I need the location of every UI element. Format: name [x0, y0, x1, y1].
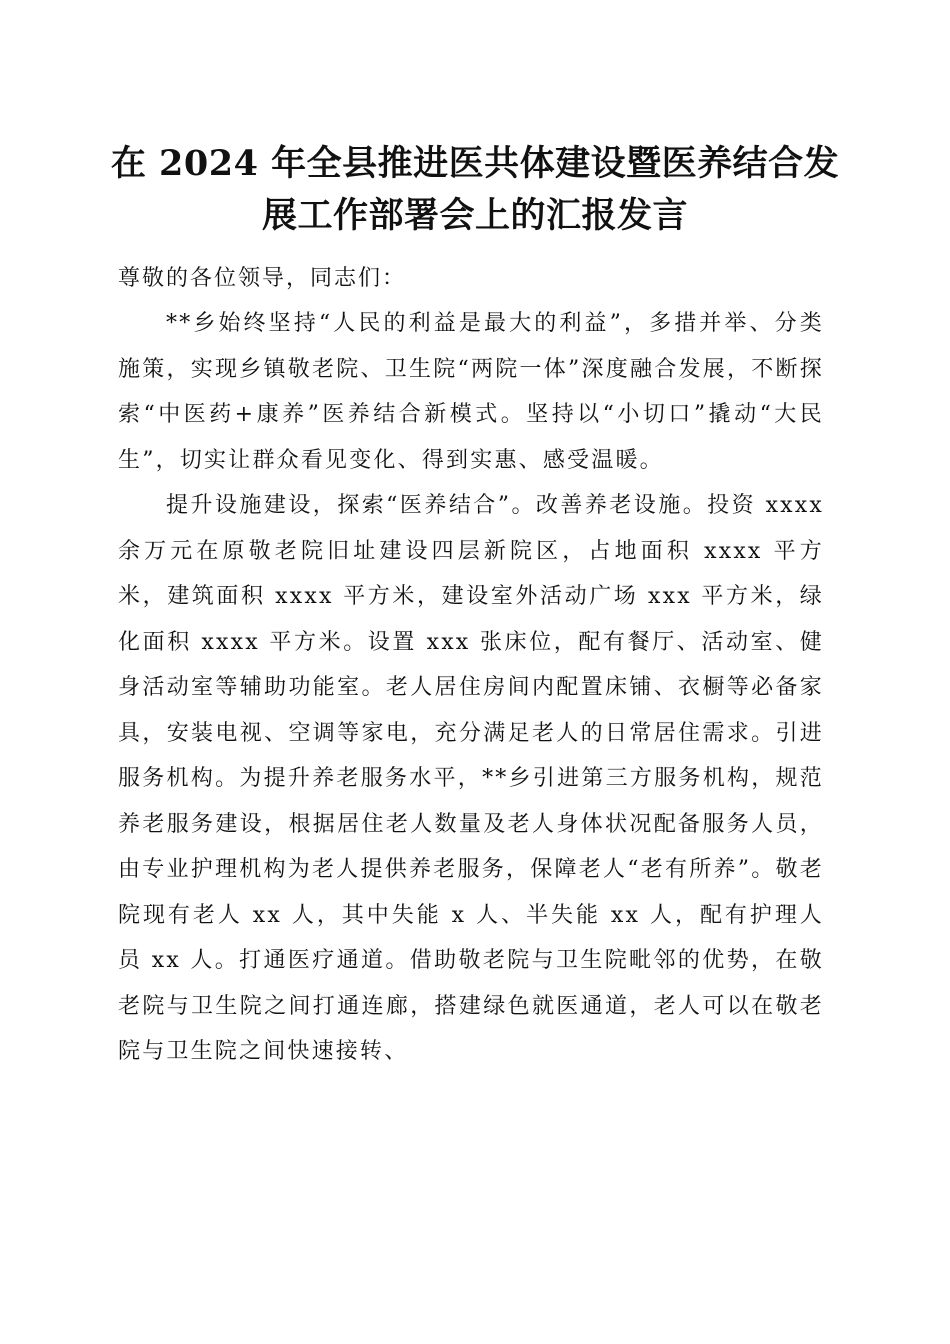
paragraph-intro: **乡始终坚持“人民的利益是最大的利益”，多措并举、分类施策，实现乡镇敬老院、卫生院“两院一体”深度融合发展，不断探索“中医药+康养”医养结合新模式。坚持以“小切口”撬动“大民生”，切实让群众看见变化、得到实惠、感受温暖。: [118, 311, 824, 473]
title-line-1: 在 2024 年全县推进医共体建设暨医养结合发: [110, 143, 840, 184]
title-line-2: 展工作部署会上的汇报发言: [261, 195, 688, 236]
salutation: 尊敬的各位领导，同志们：: [118, 266, 407, 291]
paragraph-facilities: 提升设施建设，探索“医养结合”。改善养老设施。投资 xxxx 余万元在原敬老院旧址建设四层新院区，占地面积 xxxx 平方米，建筑面积 xxxx 平方米，建设室外活动广场 xxx 平方米，绿化面积 xxxx 平方米。设置 xxx 张床位，配有餐厅、活动室、健身活动室等辅助功能室。老人居住房间内配置床铺、衣橱等必备家具，安装电视、空调等家电，充分满足老人的日常居住需求。引进服务机构。为提升养老服务水平，**乡引进第三方服务机构，规范养老服务建设，根据居住老人数量及老人身体状况配备服务人员，由专业护理机构为老人提供养老服务，保障老人“老有所养”。敬老院现有老人 xx 人，其中失能 x 人、半失能 xx 人，配有护理人员 xx 人。打通医疗通道。借助敬老院与卫生院毗邻的优势，在敬老院与卫生院之间打通连廊，搭建绿色就医通道，老人可以在敬老院与卫生院之间快速接转、: [118, 493, 824, 1064]
document-title: [100, 138, 850, 242]
document-body: [118, 256, 824, 1075]
